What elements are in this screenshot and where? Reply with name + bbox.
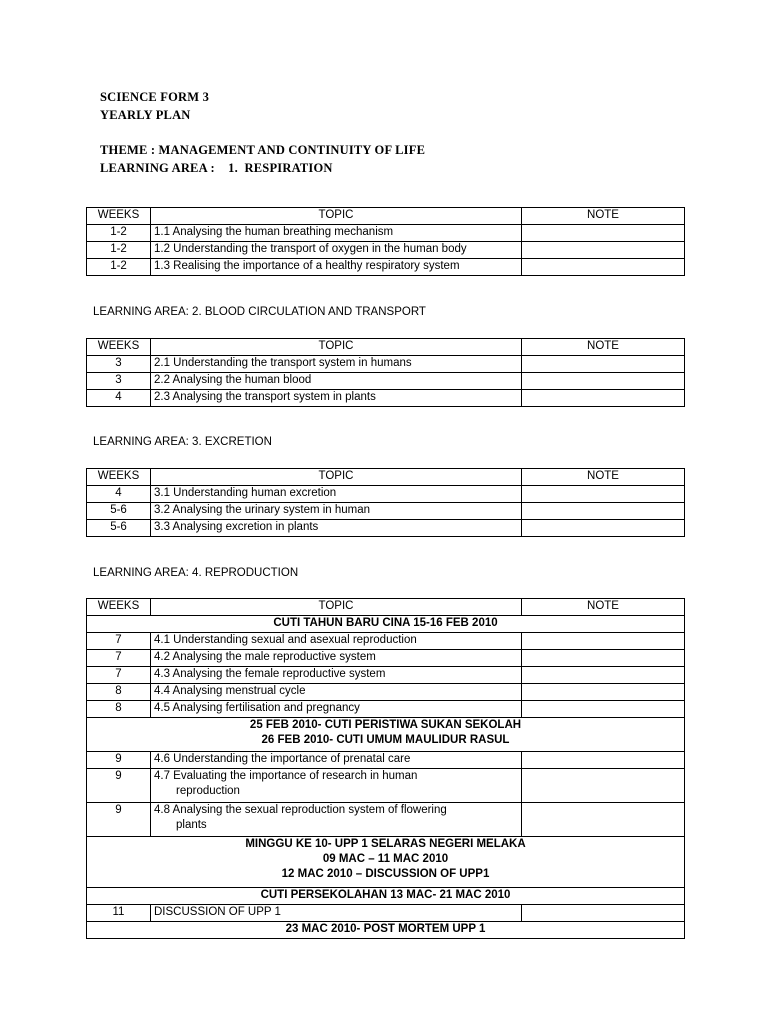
weeks-cell: 7 xyxy=(87,633,151,650)
table-row xyxy=(87,503,685,520)
topic-cell: 4.6 Understanding the importance of prenatal care xyxy=(151,752,522,769)
topic-cell: 4.5 Analysing fertilisation and pregnancy xyxy=(151,701,522,718)
col-weeks-header: WEEKS xyxy=(87,469,151,486)
note-cell xyxy=(522,503,685,520)
topic-cell: 1.1 Analysing the human breathing mechanism xyxy=(151,225,522,242)
topic-cell: 4.1 Understanding sexual and asexual reproduction xyxy=(151,633,522,650)
weeks-cell: 9 xyxy=(87,752,151,769)
weeks-cell: 11 xyxy=(87,905,151,922)
table-row xyxy=(87,905,685,922)
table-row xyxy=(87,633,685,650)
col-topic-header: TOPIC xyxy=(151,469,522,486)
table-respiration xyxy=(86,207,685,276)
table-row xyxy=(87,769,685,803)
table-excretion xyxy=(86,468,685,537)
topic-cell xyxy=(151,803,522,837)
table-row xyxy=(87,242,685,259)
note-cell xyxy=(522,259,685,276)
note-cell xyxy=(522,486,685,503)
topic-cell: 3.2 Analysing the urinary system in human xyxy=(151,503,522,520)
note-cell xyxy=(522,803,685,837)
note-cell xyxy=(522,769,685,803)
table-header-row xyxy=(87,469,685,486)
topic-cell: 4.3 Analysing the female reproductive system xyxy=(151,667,522,684)
table-row xyxy=(87,803,685,837)
note-cell xyxy=(522,633,685,650)
table-header-row xyxy=(87,599,685,616)
table-row xyxy=(87,390,685,407)
topic-cell: 2.1 Understanding the transport system in humans xyxy=(151,356,522,373)
doc-title-plan: YEARLY PLAN xyxy=(100,108,191,122)
table-row xyxy=(87,225,685,242)
topic-cell: 2.3 Analysing the transport system in plants xyxy=(151,390,522,407)
note-cell xyxy=(522,356,685,373)
weeks-cell: 4 xyxy=(87,390,151,407)
holiday-sports-maulidur xyxy=(87,718,685,752)
table-header-row xyxy=(87,339,685,356)
note-cell xyxy=(522,905,685,922)
weeks-cell: 3 xyxy=(87,356,151,373)
weeks-cell: 8 xyxy=(87,701,151,718)
table-row xyxy=(87,356,685,373)
doc-title-subject: SCIENCE FORM 3 xyxy=(100,90,210,104)
exam-row xyxy=(87,837,685,888)
weeks-cell: 4 xyxy=(87,486,151,503)
weeks-cell: 1-2 xyxy=(87,259,151,276)
holiday-maulidur-rasul: 26 FEB 2010- CUTI UMUM MAULIDUR RASUL xyxy=(261,734,510,746)
holiday-row xyxy=(87,616,685,633)
topic-line: 4.7 Evaluating the importance of research in human xyxy=(154,770,418,782)
col-weeks-header: WEEKS xyxy=(87,208,151,225)
exam-dates-line: 09 MAC – 11 MAC 2010 xyxy=(322,853,449,865)
table-blood-circulation xyxy=(86,338,685,407)
exam-discussion-line: 12 MAC 2010 – DISCUSSION OF UPP1 xyxy=(281,868,490,880)
note-cell xyxy=(522,373,685,390)
col-note-header: NOTE xyxy=(522,469,685,486)
topic-cell: 1.3 Realising the importance of a healthy respiratory system xyxy=(151,259,522,276)
holiday-cny: CUTI TAHUN BARU CINA 15-16 FEB 2010 xyxy=(87,616,685,633)
holiday-row xyxy=(87,718,685,752)
weeks-cell: 5-6 xyxy=(87,520,151,537)
col-note-header: NOTE xyxy=(522,208,685,225)
holiday-sports-day: 25 FEB 2010- CUTI PERISTIWA SUKAN SEKOLAH xyxy=(249,719,522,731)
topic-cell: DISCUSSION OF UPP 1 xyxy=(151,905,522,922)
learning-area-4-heading: LEARNING AREA: 4. REPRODUCTION xyxy=(93,567,299,579)
col-topic-header: TOPIC xyxy=(151,599,522,616)
table-row xyxy=(87,259,685,276)
holiday-row xyxy=(87,888,685,905)
weeks-cell: 7 xyxy=(87,650,151,667)
table-reproduction xyxy=(86,598,685,939)
table-header-row xyxy=(87,208,685,225)
note-cell xyxy=(522,390,685,407)
weeks-cell: 7 xyxy=(87,667,151,684)
topic-cell: 4.2 Analysing the male reproductive system xyxy=(151,650,522,667)
note-cell xyxy=(522,752,685,769)
weeks-cell: 1-2 xyxy=(87,242,151,259)
note-cell xyxy=(522,684,685,701)
weeks-cell: 5-6 xyxy=(87,503,151,520)
learning-area-3-heading: LEARNING AREA: 3. EXCRETION xyxy=(93,436,272,448)
table-row xyxy=(87,486,685,503)
note-cell xyxy=(522,650,685,667)
topic-cell: 3.3 Analysing excretion in plants xyxy=(151,520,522,537)
col-weeks-header: WEEKS xyxy=(87,339,151,356)
exam-week-line: MINGGU KE 10- UPP 1 SELARAS NEGERI MELAKA xyxy=(245,838,526,850)
table-row xyxy=(87,684,685,701)
col-topic-header: TOPIC xyxy=(151,208,522,225)
weeks-cell: 8 xyxy=(87,684,151,701)
col-weeks-header: WEEKS xyxy=(87,599,151,616)
theme-line: THEME : MANAGEMENT AND CONTINUITY OF LIFE xyxy=(100,143,426,157)
table-row xyxy=(87,701,685,718)
topic-cell: 2.2 Analysing the human blood xyxy=(151,373,522,390)
weeks-cell: 9 xyxy=(87,769,151,803)
topic-cell: 3.1 Understanding human excretion xyxy=(151,486,522,503)
exam-upp1-block xyxy=(87,837,685,888)
weeks-cell: 9 xyxy=(87,803,151,837)
topic-cell: 4.4 Analysing menstrual cycle xyxy=(151,684,522,701)
note-cell xyxy=(522,667,685,684)
col-topic-header: TOPIC xyxy=(151,339,522,356)
topic-line-continued: plants xyxy=(176,819,207,831)
col-note-header: NOTE xyxy=(522,339,685,356)
holiday-school-break: CUTI PERSEKOLAHAN 13 MAC- 21 MAC 2010 xyxy=(87,888,685,905)
learning-area-1-heading: LEARNING AREA : 1. RESPIRATION xyxy=(100,161,333,175)
learning-area-2-heading: LEARNING AREA: 2. BLOOD CIRCULATION AND TRANSPORT xyxy=(93,306,426,318)
table-row xyxy=(87,752,685,769)
note-cell xyxy=(522,520,685,537)
postmortem-upp1: 23 MAC 2010- POST MORTEM UPP 1 xyxy=(87,922,685,939)
table-row xyxy=(87,650,685,667)
topic-cell: 1.2 Understanding the transport of oxygen in the human body xyxy=(151,242,522,259)
table-row xyxy=(87,373,685,390)
table-row xyxy=(87,520,685,537)
col-note-header: NOTE xyxy=(522,599,685,616)
note-cell xyxy=(522,225,685,242)
table-row xyxy=(87,667,685,684)
topic-line-continued: reproduction xyxy=(176,785,240,797)
note-cell xyxy=(522,242,685,259)
topic-line: 4.8 Analysing the sexual reproduction system of flowering xyxy=(154,804,447,816)
postmortem-row xyxy=(87,922,685,939)
weeks-cell: 3 xyxy=(87,373,151,390)
weeks-cell: 1-2 xyxy=(87,225,151,242)
note-cell xyxy=(522,701,685,718)
topic-cell xyxy=(151,769,522,803)
